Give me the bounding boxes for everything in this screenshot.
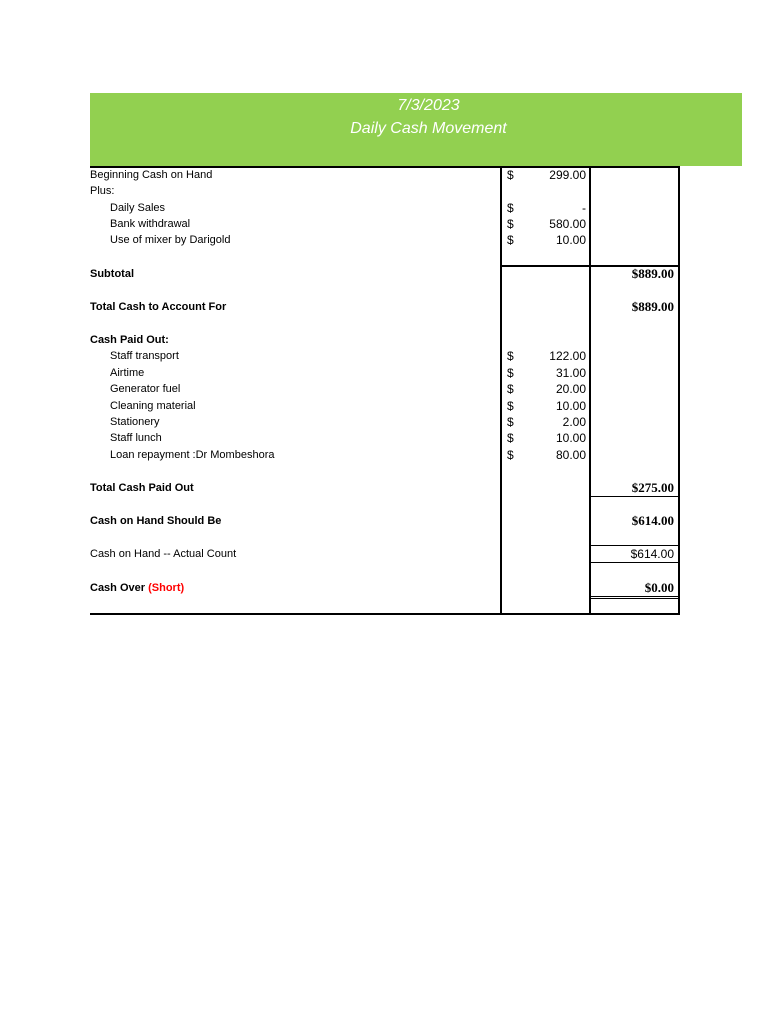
total-paid-out-total: $275.00 (631, 480, 674, 495)
paid-out-item-amount: 80.00 (555, 448, 586, 462)
paid-out-item-row (90, 381, 680, 397)
actual-count-bottom-rule (591, 562, 679, 563)
paid-out-item-amount: 10.00 (555, 431, 586, 445)
plus-item-label: Bank withdrawal (110, 218, 191, 230)
currency-symbol: $ (507, 217, 514, 231)
paid-out-label: Cash Paid Out: (90, 334, 169, 346)
currency-symbol: $ (507, 431, 514, 445)
paid-out-item-label: Staff transport (110, 350, 179, 362)
paid-out-item-label: Cleaning material (110, 400, 196, 412)
paid-out-item-row (90, 414, 680, 430)
currency-symbol: $ (507, 415, 514, 429)
paid-out-item-label: Stationery (110, 416, 160, 428)
paid-out-item-amount: 10.00 (555, 399, 586, 413)
total-paid-out-label: Total Cash Paid Out (90, 482, 194, 494)
plus-item-amount: 10.00 (555, 233, 586, 247)
currency-symbol: $ (507, 233, 514, 247)
plus-item-amount: - (582, 201, 586, 215)
subtotal-total: $889.00 (631, 266, 674, 281)
beginning-cash-row (90, 167, 680, 183)
total-cash-total: $889.00 (631, 299, 674, 314)
plus-item-row (90, 232, 680, 248)
plus-item-row (90, 200, 680, 216)
beginning-cash-label: Beginning Cash on Hand (90, 169, 213, 181)
paid-out-item-label: Airtime (110, 367, 145, 379)
plus-item-row (90, 216, 680, 232)
over-short-double-rule-1 (591, 596, 679, 597)
currency-symbol: $ (507, 448, 514, 462)
paid-out-item-row (90, 447, 680, 463)
paid-out-item-row (90, 398, 680, 414)
currency-symbol: $ (507, 366, 514, 380)
report-header (90, 93, 742, 166)
paid-out-item-amount: 2.00 (562, 415, 586, 429)
actual-count-total: $614.00 (630, 547, 674, 561)
total-paid-out-row (90, 480, 680, 496)
paid-out-item-label: Loan repayment :Dr Mombeshora (110, 449, 275, 461)
over-short-row (90, 580, 680, 596)
paid-out-item-amount: 20.00 (555, 382, 586, 396)
paid-out-item-label: Generator fuel (110, 383, 181, 395)
report-title: Daily Cash Movement (350, 120, 507, 137)
paid-out-item-amount: 31.00 (555, 366, 586, 380)
subtotal-label: Subtotal (90, 268, 134, 280)
currency-symbol: $ (507, 399, 514, 413)
paid-out-item-row (90, 430, 680, 446)
total-cash-row (90, 299, 680, 315)
bottom-border (90, 613, 680, 615)
currency-symbol: $ (507, 168, 514, 182)
actual-count-label: Cash on Hand -- Actual Count (90, 548, 237, 560)
report-date: 7/3/2023 (397, 97, 460, 114)
short-text: (Short) (148, 582, 185, 594)
beginning-cash-amount: 299.00 (549, 168, 586, 182)
paid-out-item-label: Staff lunch (110, 432, 162, 444)
paid-out-item-row (90, 365, 680, 381)
plus-item-amount: 580.00 (549, 217, 586, 231)
currency-symbol: $ (507, 349, 514, 363)
total-cash-label: Total Cash to Account For (90, 301, 227, 313)
paid-out-item-row (90, 348, 680, 364)
subtotal-row (90, 266, 680, 282)
currency-symbol: $ (507, 382, 514, 396)
plus-label: Plus: (90, 185, 115, 197)
currency-symbol: $ (507, 201, 514, 215)
total-paid-out-rule (591, 496, 679, 497)
over-short-total: $0.00 (644, 580, 674, 595)
over-short-double-rule-2 (591, 598, 679, 599)
paid-out-item-amount: 122.00 (549, 349, 586, 363)
should-be-label: Cash on Hand Should Be (90, 515, 222, 527)
should-be-total: $614.00 (631, 513, 674, 528)
plus-heading-row (90, 183, 680, 199)
over-short-label (90, 580, 184, 596)
cash-over-text: Cash Over (90, 582, 146, 594)
plus-item-label: Use of mixer by Darigold (110, 234, 231, 246)
actual-count-row (90, 546, 680, 562)
should-be-row (90, 513, 680, 529)
plus-item-label: Daily Sales (110, 202, 166, 214)
paid-out-heading-row (90, 332, 680, 348)
